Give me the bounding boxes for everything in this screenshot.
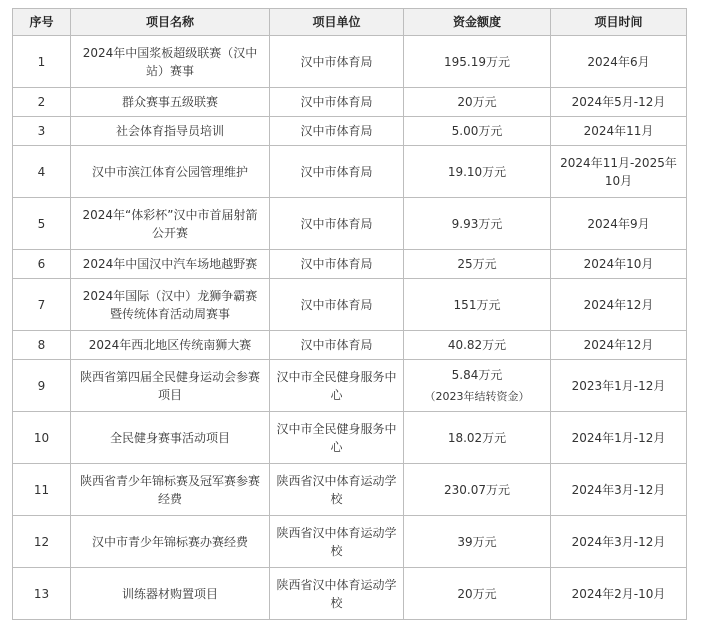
cell-funding-amount (404, 568, 551, 620)
cell-project-unit: 汉中市全民健身服务中心 (270, 412, 404, 464)
amount-value: 39万元 (457, 534, 497, 549)
cell-project-unit: 汉中市体育局 (270, 117, 404, 146)
cell-index: 5 (13, 198, 71, 250)
table-row (13, 568, 687, 620)
table-body (13, 36, 687, 620)
cell-project-time: 2024年2月-10月 (551, 568, 687, 620)
amount-value: 20万元 (457, 95, 497, 109)
header-funding-amount: 资金额度 (404, 9, 551, 36)
cell-project-name: 汉中市青少年锦标赛办赛经费 (71, 516, 270, 568)
cell-project-time: 2024年11月-2025年10月 (551, 146, 687, 198)
cell-project-unit: 汉中市体育局 (270, 198, 404, 250)
cell-index: 4 (13, 146, 71, 198)
amount-value: 151万元 (453, 297, 501, 312)
cell-project-name: 汉中市滨江体育公园管理维护 (71, 146, 270, 198)
cell-project-unit: 汉中市体育局 (270, 36, 404, 88)
table-row (13, 412, 687, 464)
cell-funding-amount (404, 464, 551, 516)
cell-project-unit: 汉中市体育局 (270, 146, 404, 198)
amount-value: 25万元 (457, 257, 497, 271)
cell-project-name: 社会体育指导员培训 (71, 117, 270, 146)
cell-project-name: 训练器材购置项目 (71, 568, 270, 620)
amount-value: 20万元 (457, 586, 497, 601)
table-row (13, 117, 687, 146)
cell-project-unit: 汉中市体育局 (270, 279, 404, 331)
funding-table-container (12, 8, 687, 620)
header-index: 序号 (13, 9, 71, 36)
cell-project-unit: 汉中市体育局 (270, 250, 404, 279)
amount-value: 9.93万元 (451, 216, 503, 231)
cell-funding-amount (404, 198, 551, 250)
cell-project-time: 2024年9月 (551, 198, 687, 250)
cell-index: 12 (13, 516, 71, 568)
cell-funding-amount (404, 36, 551, 88)
cell-project-unit: 陕西省汉中体育运动学校 (270, 568, 404, 620)
cell-index: 2 (13, 88, 71, 117)
cell-index: 11 (13, 464, 71, 516)
cell-project-name: 全民健身赛事活动项目 (71, 412, 270, 464)
header-project-name: 项目名称 (71, 9, 270, 36)
cell-project-unit: 汉中市全民健身服务中心 (270, 360, 404, 412)
header-project-unit: 项目单位 (270, 9, 404, 36)
header-project-time: 项目时间 (551, 9, 687, 36)
cell-index: 9 (13, 360, 71, 412)
cell-project-time: 2024年3月-12月 (551, 464, 687, 516)
cell-index: 6 (13, 250, 71, 279)
cell-index: 1 (13, 36, 71, 88)
cell-project-time: 2024年12月 (551, 331, 687, 360)
table-row (13, 198, 687, 250)
cell-index: 13 (13, 568, 71, 620)
cell-project-time: 2024年3月-12月 (551, 516, 687, 568)
cell-project-name: 2024年西北地区传统南狮大赛 (71, 331, 270, 360)
cell-project-unit: 汉中市体育局 (270, 88, 404, 117)
cell-project-name: 2024年中国汉中汽车场地越野赛 (71, 250, 270, 279)
cell-project-time: 2024年10月 (551, 250, 687, 279)
cell-project-time: 2024年11月 (551, 117, 687, 146)
cell-funding-amount (404, 412, 551, 464)
cell-funding-amount (404, 146, 551, 198)
amount-value: 19.10万元 (447, 164, 507, 179)
cell-funding-amount (404, 279, 551, 331)
table-row (13, 36, 687, 88)
amount-value: 40.82万元 (447, 338, 507, 352)
table-row (13, 279, 687, 331)
table-row (13, 331, 687, 360)
table-row (13, 360, 687, 412)
cell-index: 8 (13, 331, 71, 360)
cell-funding-amount (404, 360, 551, 412)
funding-table (12, 8, 687, 620)
cell-project-name: 群众赛事五级联赛 (71, 88, 270, 117)
cell-project-unit: 陕西省汉中体育运动学校 (270, 516, 404, 568)
cell-project-unit: 汉中市体育局 (270, 331, 404, 360)
cell-project-unit: 陕西省汉中体育运动学校 (270, 464, 404, 516)
cell-project-name: 2024年国际（汉中）龙狮争霸赛暨传统体育活动周赛事 (71, 279, 270, 331)
cell-project-name: 2024年“体彩杯”汉中市首届射箭公开赛 (71, 198, 270, 250)
cell-project-time: 2024年1月-12月 (551, 412, 687, 464)
amount-value: 18.02万元 (447, 430, 507, 445)
cell-funding-amount (404, 331, 551, 360)
cell-funding-amount (404, 117, 551, 146)
table-header-row (13, 9, 687, 36)
cell-project-name: 陕西省第四届全民健身运动会参赛项目 (71, 360, 270, 412)
table-row (13, 146, 687, 198)
cell-project-name: 陕西省青少年锦标赛及冠军赛参赛经费 (71, 464, 270, 516)
amount-value: 5.00万元 (451, 124, 503, 138)
table-row (13, 464, 687, 516)
amount-note: （2023年结转资金） (424, 390, 530, 403)
cell-funding-amount (404, 250, 551, 279)
table-row (13, 88, 687, 117)
cell-index: 3 (13, 117, 71, 146)
cell-index: 10 (13, 412, 71, 464)
amount-value: 230.07万元 (444, 482, 510, 497)
cell-project-time: 2024年12月 (551, 279, 687, 331)
cell-project-time: 2023年1月-12月 (551, 360, 687, 412)
amount-value: 195.19万元 (444, 54, 510, 69)
cell-funding-amount (404, 516, 551, 568)
cell-project-time: 2024年6月 (551, 36, 687, 88)
cell-funding-amount (404, 88, 551, 117)
cell-project-time: 2024年5月-12月 (551, 88, 687, 117)
cell-index: 7 (13, 279, 71, 331)
table-row (13, 250, 687, 279)
table-row (13, 516, 687, 568)
amount-value: 5.84万元 (451, 368, 503, 382)
cell-project-name: 2024年中国浆板超级联赛（汉中站）赛事 (71, 36, 270, 88)
